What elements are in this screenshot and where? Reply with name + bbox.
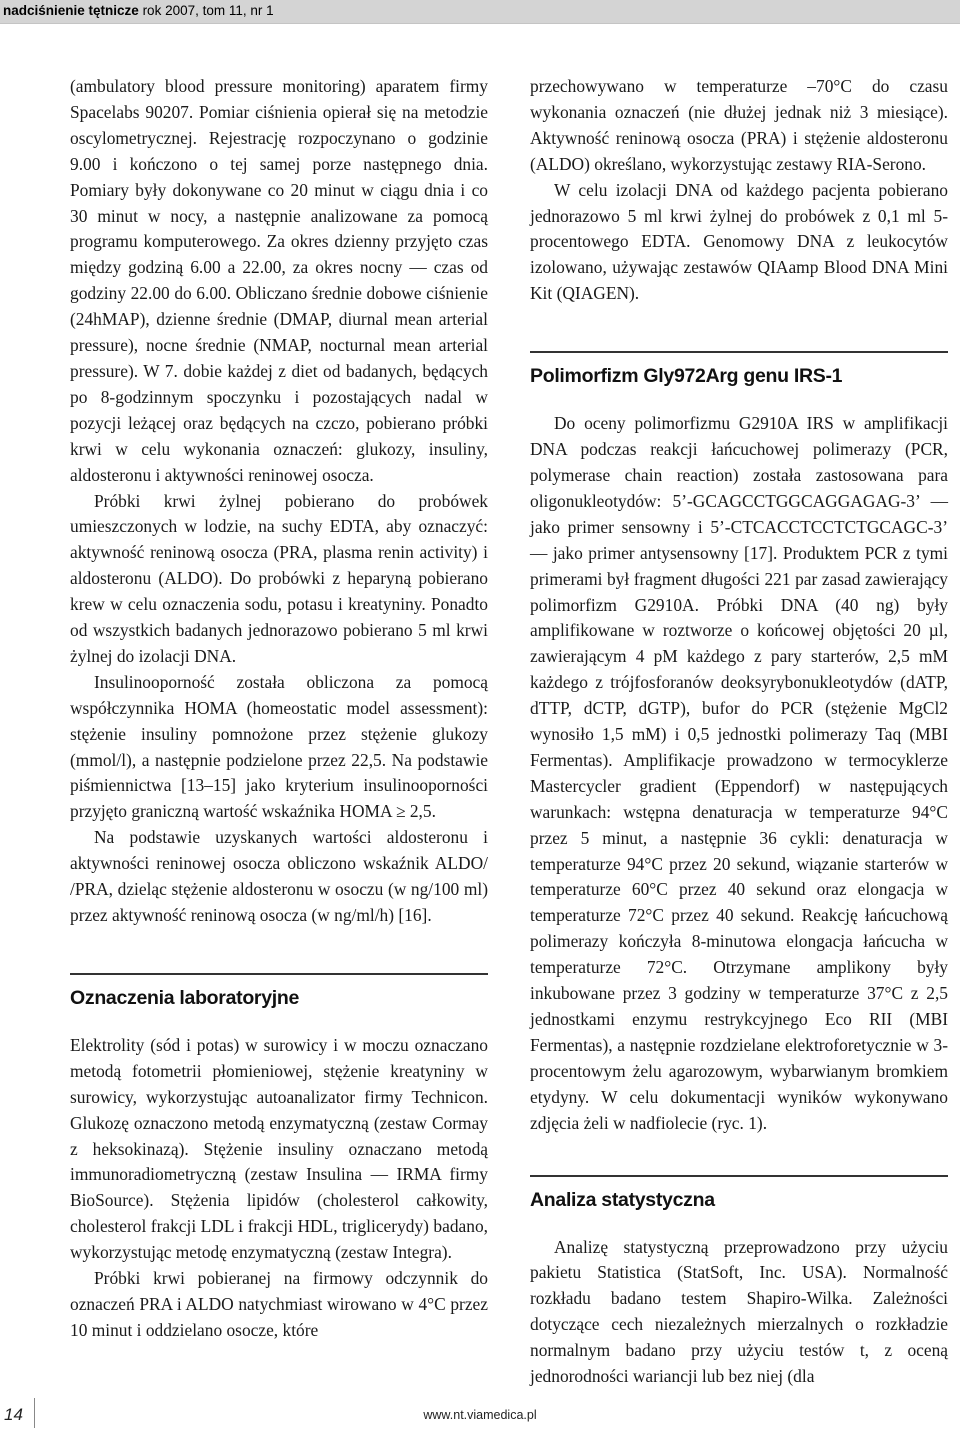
section-heading-lab: Oznaczenia laboratoryjne (70, 973, 488, 1011)
paragraph: przechowywano w temperaturze –70°C do czasu wykonania oznaczeń (nie dłużej jednak niż 3 miesiące). Aktywność reninową osocza (PRA) i stężenie aldosteronu (ALDO) określano, wykorzystując zestawy RIA-Serono. (530, 76, 948, 174)
volume-info: rok 2007, tom 11, nr 1 (142, 3, 274, 18)
section-heading-statistics: Analiza statystyczna (530, 1175, 948, 1213)
paragraph: (ambulatory blood pressure monitoring) aparatem firmy Spacelabs 90207. Pomiar ciśnienia opierał się na metodzie oscylometrycznej. Rejestrację rozpoczynano o godzinie 9.00 i kończono o tej samej porze następnego dnia. Pomiary były dokonywane co 20 minut w ciągu dnia i co 30 minut w nocy, a następnie analizowane za pomocą programu komputerowego. Za okres dzienny przyjęto czas między godziną 6.00 a 22.00, za okres nocny — czas od godziny 22.00 do 6.00. Obliczano średnie dobowe ciśnienie (24hMAP), dzienne średnie (DMAP, diurnal mean arterial pressure), nocne średnie (NMAP, nocturnal mean arterial pressure). W 7. dobie każdej z diet od badanych, będących po 8-godzinnym spoczynku i pozostających nadal w pozycji leżącej oraz będących na czczo, pobierano próbki krwi w celu wykonania oznaczeń: glukozy, insuliny, aldosteronu i aktywności reninowej osocza. (70, 76, 488, 485)
running-header (0, 0, 960, 24)
paragraph: Elektrolity (sód i potas) w surowicy i w moczu oznaczano metodą fotometrii płomieniowej, stężenie kreatyniny w surowicy, wykorzystując autoanalizator firmy Technicon. Glukozę oznaczono metodą enzymatyczną (zestaw Cormay z heksokinazą). Stężenie insuliny oznaczano metodą immunoradiometryczną (zestaw Insulina — IRMA firmy BioSource). Stężenia lipidów (cholesterol całkowity, cholesterol frakcji LDL i frakcji HDL, triglicerydy) badano, wykorzystując metodę enzymatyczną (zestaw Integra). (70, 1034, 488, 1263)
section-heading-polymorphism: Polimorfizm Gly972Arg genu IRS-1 (530, 351, 948, 389)
paragraph: Na podstawie uzyskanych wartości aldosteronu i aktywności reninowej osocza obliczono wskaźnik ALDO/ /PRA, dzieląc stężenie aldosteronu w osoczu (w ng/100 ml) przez aktywność reninową osocza (w ng/ml/h) [16]. (70, 827, 488, 925)
paragraph: Do oceny polimorfizmu G2910A IRS w amplifikacji DNA podczas reakcji łańcuchowej polimerazy (PCR, polymerase chain reaction) została zastosowana para oligonukleotydów: 5’-GCAGCCTGGCAGGAGAG-3’ — jako primer sensowny i 5’-CTCACCTCCTCTGCAGC-3’ — jako primer antysensowny [17]. Produktem PCR z tymi primerami był fragment długości 221 par zasad zawierający polimorfizm G2910A. Próbki DNA (40 ng) były amplifikowane w roztworze o końcowej objętości 20 µl, zawierającym 4 pM każdego z pary starterów, 2,5 mM każdego z trójfosforanów deoksyrybonukleotydów (dATP, dTTP, dCTP, dGTP), bufor do PCR (stężenie MgCl2 wynosiło 1,5 mM) i 0,5 jednostki polimerazy Taq (MBI Fermentas). Amplifikacje prowadzono w termocyklerze Mastercycler gradient (Eppendorf) w następujących warunkach: wstępna denaturacja w temperaturze 94°C przez 5 minut, a następnie 36 cykli: denaturacja w temperaturze 94°C przez 20 sekund, wiązanie starterów w temperaturze 60°C przez 40 sekund oraz elongacja w temperaturze 72°C przez 40 sekund. Reakcję łańcuchową polimerazy kończyła 8-minutowa elongacja łańcucha w temperaturze 72°C. Otrzymane amplikony były inkubowane przez 3 godziny w temperaturze 37°C z 2,5 jednostkami enzymu restrykcyjnego Eco RII (MBI Fermentas), a następnie rozdzielane elektroforetycznie w 3-procentowym żelu agarozowym, wybarwianym bromkiem etydyny. W celu dokumentacji wyników wykonywano zdjęcia żeli w nadfiolecie (ryc. 1). (530, 413, 948, 1133)
footer-url: www.nt.viamedica.pl (423, 1408, 537, 1422)
paragraph: W celu izolacji DNA od każdego pacjenta pobierano jednorazowo 5 ml krwi żylnej do probówek z 0,1 ml 5-procentowego EDTA. Genomowy DNA z leukocytów izolowano, używając zestawów QIAamp Blood DNA Mini Kit (QIAGEN). (530, 179, 948, 304)
paragraph: Insulinooporność została obliczona za pomocą współczynnika HOMA (homeostatic model assessment): stężenie insuliny pomnożone przez stężenie glukozy (mmol/l), a następnie podzielone przez 22,5. Na podstawie piśmiennictwa [13–15] jako kryterium insulinooporności przyjęto graniczną wartość wskaźnika HOMA ≥ 2,5. (70, 671, 488, 822)
right-column (530, 74, 948, 1390)
paragraph: Próbki krwi żylnej pobierano do probówek umieszczonych w lodzie, na suchy EDTA, aby oznaczyć: aktywność reninową osocza (PRA, plasma renin activity) i aldosteronu (ALDO). Do probówki z heparyną pobierano krew w celu oznaczenia sodu, potasu i kreatyniny. Ponadto od wszystkich badanych jednorazowo pobierano 5 ml krwi żylnej do izolacji DNA. (70, 490, 488, 666)
paragraph: Analizę statystyczną przeprowadzono przy użyciu pakietu Statistica (StatSoft, Inc. USA). Normalność rozkładu badano testem Shapiro-Wilka. Zależności dotyczące cech niezależnych mierzalnych o rozkładzie normalnym badano przy użyciu testów t, z oceną jednorodności wariancji lub bez niej (dla (530, 1236, 948, 1387)
page-number: 14 (4, 1405, 23, 1424)
journal-title: nadciśnienie tętnicze (3, 3, 139, 18)
left-column (70, 74, 488, 1344)
paragraph: Próbki krwi pobieranej na firmowy odczynnik do oznaczeń PRA i ALDO natychmiast wirowano w 4°C przez 10 minut i oddzielano osocze, które (70, 1268, 488, 1340)
